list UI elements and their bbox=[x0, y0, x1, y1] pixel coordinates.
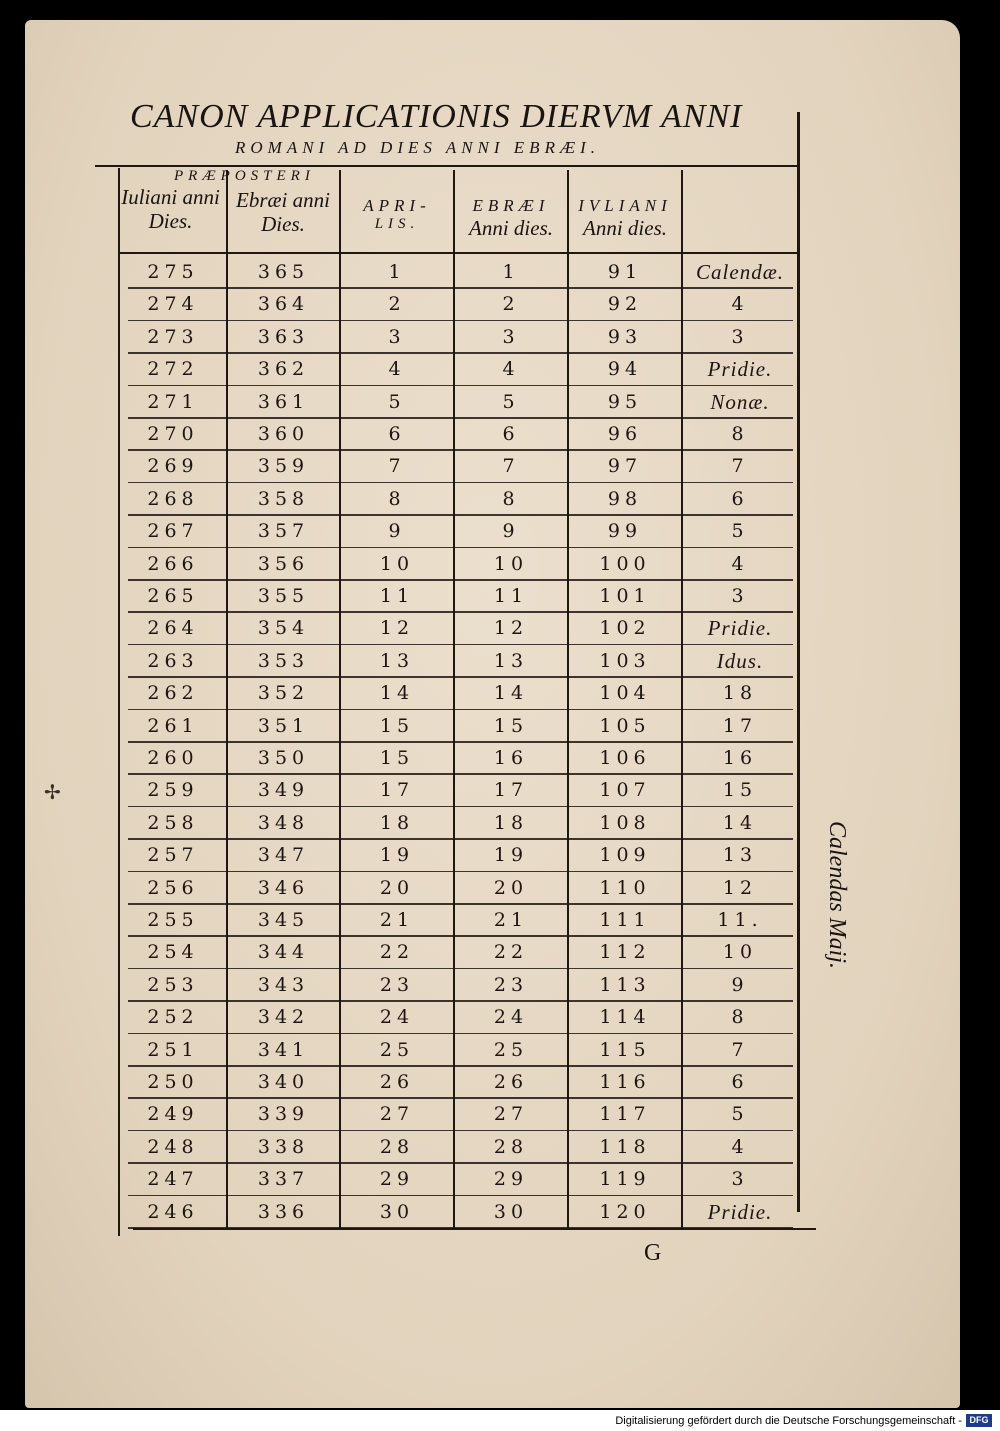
table-cell: 353 bbox=[257, 649, 310, 672]
table-cell: 3 bbox=[731, 585, 749, 607]
table-cell: 266 bbox=[147, 552, 199, 575]
table-cell: 7 bbox=[731, 1038, 749, 1061]
table-cell: 24 bbox=[493, 1006, 529, 1029]
table-cell: 347 bbox=[257, 844, 310, 867]
ink-smudge: ✢ bbox=[44, 780, 61, 804]
header-aprilis-line2: LIS. bbox=[374, 215, 420, 232]
table-cell: 4 bbox=[731, 1135, 749, 1158]
table-cell: 251 bbox=[147, 1038, 199, 1061]
table-cell: 264 bbox=[147, 617, 199, 640]
table-cell: 27 bbox=[379, 1103, 415, 1126]
table-cell: 105 bbox=[599, 714, 651, 737]
table-cell: 262 bbox=[147, 682, 199, 705]
table-cell: 269 bbox=[147, 455, 199, 478]
table-cell: 8 bbox=[502, 487, 520, 510]
table-cell: 117 bbox=[599, 1103, 651, 1126]
table-cell: 258 bbox=[147, 811, 199, 834]
table-cell: 359 bbox=[257, 455, 310, 478]
table-cell: 13 bbox=[493, 649, 529, 672]
table-cell: 26 bbox=[493, 1071, 529, 1093]
table-cell: 348 bbox=[257, 811, 310, 834]
table-cell: 361 bbox=[257, 390, 310, 413]
table-top-rule bbox=[95, 165, 800, 167]
table-cell: 30 bbox=[493, 1200, 529, 1223]
table-cell: 350 bbox=[257, 747, 310, 769]
table-cell: 343 bbox=[257, 973, 310, 996]
table-cell: 92 bbox=[607, 293, 643, 316]
table-cell: 357 bbox=[257, 520, 310, 543]
table-cell: 356 bbox=[257, 552, 310, 575]
table-cell: 16 bbox=[493, 747, 529, 769]
table-cell: 12 bbox=[493, 617, 529, 640]
table-cell: 6 bbox=[388, 423, 406, 445]
table-cell: 112 bbox=[599, 941, 651, 964]
side-note: Calendas Maij. bbox=[824, 821, 850, 969]
page-subtitle: ROMANI AD DIES ANNI EBRÆI. bbox=[235, 138, 600, 157]
header-iuliani-anni-line1: IVLIANI bbox=[578, 196, 672, 215]
table-cell: 19 bbox=[493, 844, 529, 867]
table-cell: 1 bbox=[502, 261, 520, 283]
table-cell: 118 bbox=[599, 1135, 651, 1158]
table-cell: 21 bbox=[493, 909, 529, 931]
table-cell: 7 bbox=[388, 455, 406, 478]
table-cell: Pridie. bbox=[707, 357, 773, 382]
table-cell: 17 bbox=[493, 779, 529, 802]
dfg-logo: DFG bbox=[966, 1414, 992, 1427]
table-cell: 29 bbox=[493, 1168, 529, 1191]
table-cell: 365 bbox=[257, 261, 310, 283]
table-cell: 355 bbox=[257, 585, 310, 607]
table-cell: 254 bbox=[147, 941, 199, 964]
table-cell: 358 bbox=[257, 487, 310, 510]
table-cell: 20 bbox=[493, 876, 529, 899]
header-iuliani-line2: Dies. bbox=[148, 209, 193, 234]
table-cell: 265 bbox=[147, 585, 199, 607]
table-cell: 18 bbox=[493, 811, 529, 834]
table-cell: 260 bbox=[147, 747, 199, 769]
table-cell: 114 bbox=[599, 1006, 651, 1029]
table-cell: 275 bbox=[147, 261, 199, 283]
table-cell: 12 bbox=[722, 876, 758, 899]
table-cell: 109 bbox=[599, 844, 651, 867]
table-cell: 22 bbox=[493, 941, 529, 964]
signature-mark: G bbox=[644, 1240, 662, 1266]
table-cell: 14 bbox=[379, 682, 415, 705]
table-cell: 115 bbox=[599, 1038, 651, 1061]
table-cell: 22 bbox=[379, 941, 415, 964]
table-cell: 11 bbox=[493, 585, 529, 607]
table-cell: 340 bbox=[257, 1071, 310, 1093]
table-cell: 14 bbox=[722, 811, 758, 834]
header-ebraei-line1: Ebræi anni bbox=[236, 188, 330, 212]
table-cell: 339 bbox=[257, 1103, 310, 1126]
table-cell: 116 bbox=[599, 1071, 651, 1093]
table-cell: 346 bbox=[257, 876, 310, 899]
table-cell: Idus. bbox=[716, 648, 764, 673]
table-cell: 30 bbox=[379, 1200, 415, 1223]
table-cell: Pridie. bbox=[707, 1199, 773, 1224]
table-cell: 11. bbox=[717, 909, 763, 931]
table-cell: 3 bbox=[731, 1168, 749, 1191]
table-cell: 8 bbox=[388, 487, 406, 510]
table-cell: 15 bbox=[722, 779, 758, 802]
table-cell: 268 bbox=[147, 487, 199, 510]
table-cell: 263 bbox=[147, 649, 199, 672]
table-cell: 106 bbox=[599, 747, 651, 769]
table-cell: Nonæ. bbox=[710, 389, 770, 414]
table-cell: 28 bbox=[379, 1135, 415, 1158]
table-cell: 111 bbox=[599, 909, 651, 931]
table-cell: 101 bbox=[599, 585, 651, 607]
table-cell: 272 bbox=[147, 358, 199, 381]
table-cell: 7 bbox=[502, 455, 520, 478]
table-cell: 247 bbox=[147, 1168, 199, 1191]
table-cell: 10 bbox=[722, 941, 758, 964]
table-cell: 15 bbox=[493, 714, 529, 737]
table-cell: 110 bbox=[599, 876, 651, 899]
table-cell: 20 bbox=[379, 876, 415, 899]
table-cell: 113 bbox=[599, 973, 651, 996]
header-ebraei-anni-line2: Anni dies. bbox=[469, 215, 553, 240]
table-cell: 94 bbox=[607, 358, 643, 381]
table-cell: 29 bbox=[379, 1168, 415, 1191]
table-cell: 246 bbox=[147, 1200, 199, 1223]
table-cell: 338 bbox=[257, 1135, 310, 1158]
table-cell: 256 bbox=[147, 876, 199, 899]
table-cell: 8 bbox=[731, 1006, 749, 1029]
table-cell: 91 bbox=[607, 261, 643, 283]
table-cell: 27 bbox=[493, 1103, 529, 1126]
table-cell: 261 bbox=[147, 714, 199, 737]
table-cell: Calendæ. bbox=[696, 260, 784, 284]
table-cell: 15 bbox=[379, 747, 415, 769]
table-cell: 104 bbox=[599, 682, 651, 705]
table-cell: 24 bbox=[379, 1006, 415, 1029]
table-cell: 4 bbox=[388, 358, 406, 381]
table-cell: 342 bbox=[257, 1006, 310, 1029]
footer-bar bbox=[0, 1410, 1000, 1431]
table-cell: 108 bbox=[599, 811, 651, 834]
table-cell: 99 bbox=[607, 520, 643, 543]
table-cell: 8 bbox=[731, 423, 749, 445]
table-cell: 95 bbox=[607, 390, 643, 413]
table-cell: 257 bbox=[147, 844, 199, 867]
table-cell: 17 bbox=[722, 714, 758, 737]
table-cell: 274 bbox=[147, 293, 199, 316]
table-cell: 13 bbox=[722, 844, 758, 867]
table-cell: 364 bbox=[257, 293, 310, 316]
table-cell: 13 bbox=[379, 649, 415, 672]
table-cell: 3 bbox=[502, 325, 520, 348]
table-cell: 98 bbox=[607, 487, 643, 510]
table-cell: 5 bbox=[502, 390, 520, 413]
table-cell: 120 bbox=[599, 1200, 651, 1223]
table-cell: 248 bbox=[147, 1135, 199, 1158]
table-cell: 18 bbox=[379, 811, 415, 834]
table-cell: Pridie. bbox=[707, 616, 773, 641]
header-ebraei-line2: Dies. bbox=[261, 212, 305, 237]
table-cell: 252 bbox=[147, 1006, 199, 1029]
header-iuliani-line1: Iuliani anni bbox=[121, 185, 220, 210]
row-rule bbox=[128, 1227, 793, 1229]
table-cell: 17 bbox=[379, 779, 415, 802]
header-iuliani-anni-line2: Anni dies. bbox=[583, 215, 667, 240]
table-cell: 119 bbox=[599, 1168, 651, 1191]
table-cell: 270 bbox=[147, 423, 199, 445]
table-cell: 363 bbox=[257, 325, 310, 348]
table-cell: 7 bbox=[731, 455, 749, 478]
table-cell: 100 bbox=[599, 552, 651, 575]
table-cell: 23 bbox=[493, 973, 529, 996]
table-cell: 97 bbox=[607, 455, 643, 478]
table-cell: 103 bbox=[599, 649, 651, 672]
table-cell: 15 bbox=[379, 714, 415, 737]
table-cell: 10 bbox=[379, 552, 415, 575]
table-cell: 5 bbox=[731, 1103, 749, 1126]
header-aprilis-line1: APRI- bbox=[363, 196, 431, 215]
table-cell: 345 bbox=[257, 909, 310, 931]
table-cell: 360 bbox=[257, 423, 310, 445]
table-cell: 3 bbox=[388, 325, 406, 348]
table-cell: 6 bbox=[502, 423, 520, 445]
table-cell: 6 bbox=[731, 487, 749, 510]
table-cell: 267 bbox=[147, 520, 199, 543]
table-cell: 11 bbox=[379, 585, 415, 607]
table-cell: 341 bbox=[257, 1038, 310, 1061]
table-cell: 271 bbox=[147, 390, 199, 413]
table-cell: 255 bbox=[147, 909, 199, 931]
table-cell: 344 bbox=[257, 941, 310, 964]
table-cell: 25 bbox=[493, 1038, 529, 1061]
table-cell: 250 bbox=[147, 1071, 199, 1093]
table-cell: 25 bbox=[379, 1038, 415, 1061]
table-cell: 336 bbox=[257, 1200, 310, 1223]
table-right-border bbox=[797, 112, 800, 1212]
table-cell: 362 bbox=[257, 358, 310, 381]
table-cell: 351 bbox=[257, 714, 310, 737]
table-cell: 26 bbox=[379, 1071, 415, 1093]
table-cell: 259 bbox=[147, 779, 199, 802]
table-cell: 5 bbox=[388, 390, 406, 413]
table-cell: 9 bbox=[502, 520, 520, 543]
table-cell: 102 bbox=[599, 617, 651, 640]
page-title: CANON APPLICATIONIS DIERVM ANNI bbox=[130, 98, 743, 135]
table-cell: 21 bbox=[379, 909, 415, 931]
footer-text: Digitalisierung gefördert durch die Deutsche Forschungsgemeinschaft - bbox=[615, 1415, 962, 1427]
table-cell: 107 bbox=[599, 779, 651, 802]
table-cell: 2 bbox=[502, 293, 520, 316]
table-cell: 10 bbox=[493, 552, 529, 575]
table-cell: 273 bbox=[147, 325, 199, 348]
table-cell: 93 bbox=[607, 325, 643, 348]
table-cell: 4 bbox=[731, 552, 749, 575]
table-cell: 4 bbox=[502, 358, 520, 381]
table-cell: 337 bbox=[257, 1168, 310, 1191]
table-cell: 4 bbox=[731, 293, 749, 316]
table-cell: 354 bbox=[257, 617, 310, 640]
table-cell: 28 bbox=[493, 1135, 529, 1158]
table-cell: 1 bbox=[388, 261, 406, 283]
table-cell: 12 bbox=[379, 617, 415, 640]
header-ebraei-anni-line1: EBRÆI bbox=[472, 196, 550, 215]
table-cell: 9 bbox=[731, 973, 749, 996]
table-cell: 3 bbox=[731, 325, 749, 348]
table-cell: 352 bbox=[257, 682, 310, 705]
table-cell: 249 bbox=[147, 1103, 199, 1126]
table-cell: 23 bbox=[379, 973, 415, 996]
table-cell: 96 bbox=[607, 423, 643, 445]
table-cell: 253 bbox=[147, 973, 199, 996]
table-cell: 16 bbox=[722, 747, 758, 769]
table-cell: 9 bbox=[388, 520, 406, 543]
table-cell: 5 bbox=[731, 520, 749, 543]
table-cell: 14 bbox=[493, 682, 529, 705]
table-cell: 2 bbox=[388, 293, 406, 316]
table-cell: 349 bbox=[257, 779, 310, 802]
header-praeposteri: PRÆPOSTERI bbox=[174, 168, 315, 184]
table-cell: 18 bbox=[722, 682, 758, 705]
table-cell: 19 bbox=[379, 844, 415, 867]
table-cell: 6 bbox=[731, 1071, 749, 1093]
